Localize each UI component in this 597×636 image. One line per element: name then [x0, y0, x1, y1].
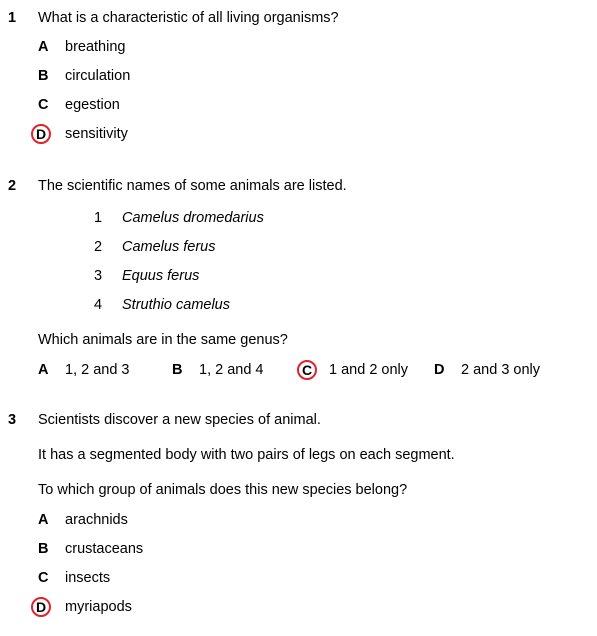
- answer-circle-d: D: [31, 124, 51, 144]
- list-number-3: 3: [94, 268, 103, 284]
- option-letter-a: A: [38, 39, 49, 55]
- option-letter-b: B: [38, 541, 49, 557]
- option-text-c: 1 and 2 only: [329, 362, 409, 378]
- scientific-name-2: Camelus ferus: [122, 239, 216, 255]
- question-text-2: It has a segmented body with two pairs of legs on each segment.: [38, 447, 455, 463]
- question-text: Scientists discover a new species of animal.: [38, 412, 321, 428]
- scientific-name-3: Equus ferus: [122, 268, 200, 284]
- option-letter-a: A: [38, 512, 49, 528]
- option-text-d: 2 and 3 only: [461, 362, 541, 378]
- option-text-a: breathing: [65, 39, 126, 55]
- option-letter-b: B: [38, 68, 49, 84]
- scientific-name-4: Struthio camelus: [122, 297, 230, 313]
- list-number-1: 1: [94, 210, 103, 226]
- option-text-d: sensitivity: [65, 126, 128, 142]
- option-letter-b: B: [172, 362, 183, 378]
- question-text: What is a characteristic of all living organisms?: [38, 10, 339, 26]
- option-text-c: egestion: [65, 97, 120, 113]
- option-letter-d: D: [434, 362, 445, 378]
- scientific-name-1: Camelus dromedarius: [122, 210, 264, 226]
- option-text-b: 1, 2 and 4: [199, 362, 264, 378]
- question-prompt: Which animals are in the same genus?: [38, 332, 288, 348]
- list-number-4: 4: [94, 297, 103, 313]
- question-number: 1: [8, 10, 17, 26]
- option-text-b: crustaceans: [65, 541, 144, 557]
- question-number: 3: [8, 412, 17, 428]
- option-text-b: circulation: [65, 68, 131, 84]
- option-text-d: myriapods: [65, 599, 132, 615]
- answer-circle-d: D: [31, 597, 51, 617]
- question-number: 2: [8, 178, 17, 194]
- option-text-c: insects: [65, 570, 111, 586]
- option-letter-a: A: [38, 362, 49, 378]
- option-letter-c: C: [38, 570, 49, 586]
- list-number-2: 2: [94, 239, 103, 255]
- question-prompt: To which group of animals does this new species belong?: [38, 482, 408, 498]
- option-text-a: 1, 2 and 3: [65, 362, 130, 378]
- option-text-a: arachnids: [65, 512, 128, 528]
- question-text: The scientific names of some animals are listed.: [38, 178, 347, 194]
- answer-circle-c: C: [297, 360, 317, 380]
- option-letter-c: C: [38, 97, 49, 113]
